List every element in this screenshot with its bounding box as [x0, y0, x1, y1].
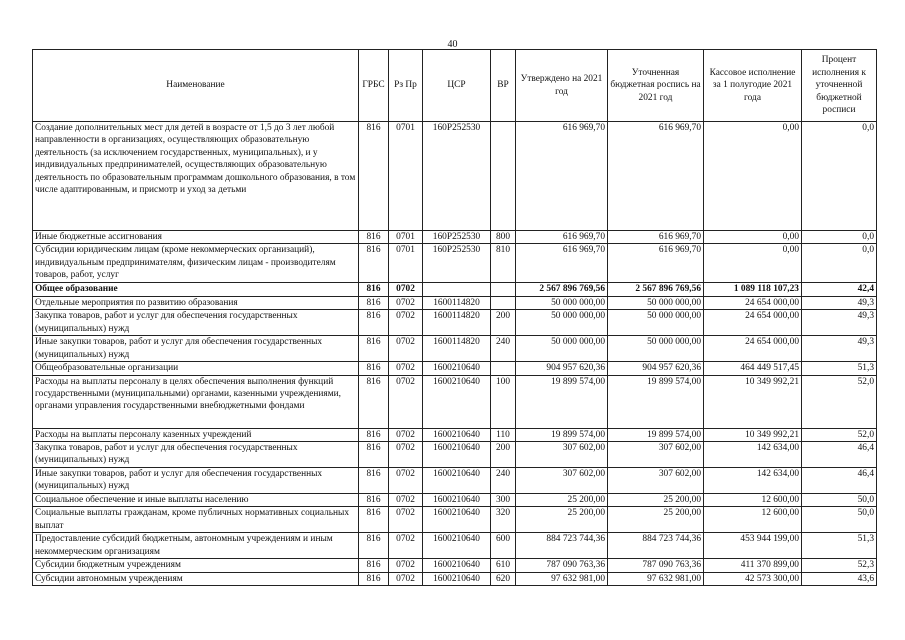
row-csr-cell: 1600210640: [423, 494, 491, 507]
row-rzpr-cell: 0702: [389, 283, 423, 296]
header-approved: Утверждено на 2021 год: [516, 50, 608, 122]
row-approved-cell: 50 000 000,00: [516, 336, 608, 362]
row-vr-cell: 610: [491, 559, 516, 572]
row-refined-cell: 25 200,00: [608, 494, 704, 507]
row-name-cell: Иные закупки товаров, работ и услуг для обеспечения государственных (муниципальных) нужд: [33, 336, 359, 362]
row-cash-cell: 12 600,00: [704, 507, 802, 533]
row-refined-cell: 50 000 000,00: [608, 336, 704, 362]
table-row: [33, 375, 877, 428]
row-cash-cell: 142 634,00: [704, 442, 802, 468]
row-csr-cell: 1600210640: [423, 468, 491, 494]
table-row: [33, 572, 877, 585]
row-rzpr-cell: 0702: [389, 362, 423, 375]
row-approved-cell: 307 602,00: [516, 468, 608, 494]
row-approved-cell: 97 632 981,00: [516, 572, 608, 585]
row-rzpr-cell: 0702: [389, 428, 423, 441]
row-rzpr-cell: 0702: [389, 494, 423, 507]
row-vr-cell: [491, 362, 516, 375]
row-rzpr-cell: 0702: [389, 533, 423, 559]
row-rzpr-cell: 0702: [389, 336, 423, 362]
row-grbs-cell: 816: [359, 283, 389, 296]
row-grbs-cell: 816: [359, 442, 389, 468]
row-approved-cell: 307 602,00: [516, 442, 608, 468]
row-rzpr-cell: 0701: [389, 244, 423, 283]
row-name-cell: Отдельные мероприятия по развитию образования: [33, 296, 359, 309]
row-rzpr-cell: 0702: [389, 507, 423, 533]
row-name-cell: Расходы на выплаты персоналу в целях обеспечения выполнения функций государственными (муниципальными) органами, казенными учреждениями, органами управления государственными внебюджетными фондами: [33, 375, 359, 428]
row-grbs-cell: 816: [359, 533, 389, 559]
row-rzpr-cell: 0702: [389, 442, 423, 468]
row-rzpr-cell: 0702: [389, 375, 423, 428]
row-cash-cell: 24 654 000,00: [704, 296, 802, 309]
row-approved-cell: 50 000 000,00: [516, 310, 608, 336]
row-cash-cell: 411 370 899,00: [704, 559, 802, 572]
header-csr: ЦСР: [423, 50, 491, 122]
table-header-row: [33, 50, 877, 122]
row-csr-cell: 160P252530: [423, 244, 491, 283]
row-refined-cell: 904 957 620,36: [608, 362, 704, 375]
row-csr-cell: 1600114820: [423, 310, 491, 336]
page-number: 40: [447, 39, 458, 50]
row-vr-cell: [491, 122, 516, 231]
table-row: [33, 362, 877, 375]
row-vr-cell: 300: [491, 494, 516, 507]
row-approved-cell: 19 899 574,00: [516, 375, 608, 428]
table-row: [33, 283, 877, 296]
row-cash-cell: 1 089 118 107,23: [704, 283, 802, 296]
row-percent-cell: 0,0: [802, 122, 877, 231]
row-percent-cell: 0,0: [802, 244, 877, 283]
table-body: [33, 122, 877, 586]
row-name-cell: Иные бюджетные ассигнования: [33, 231, 359, 244]
row-csr-cell: 160P252530: [423, 122, 491, 231]
row-name-cell: Закупка товаров, работ и услуг для обеспечения государственных (муниципальных) нужд: [33, 442, 359, 468]
row-grbs-cell: 816: [359, 494, 389, 507]
table-row: [33, 428, 877, 441]
row-vr-cell: 200: [491, 442, 516, 468]
row-cash-cell: 42 573 300,00: [704, 572, 802, 585]
row-refined-cell: 616 969,70: [608, 244, 704, 283]
row-csr-cell: 1600210640: [423, 375, 491, 428]
row-vr-cell: 800: [491, 231, 516, 244]
row-grbs-cell: 816: [359, 507, 389, 533]
row-csr-cell: 1600210640: [423, 442, 491, 468]
row-grbs-cell: 816: [359, 336, 389, 362]
table-row: [33, 507, 877, 533]
row-vr-cell: [491, 283, 516, 296]
row-grbs-cell: 816: [359, 244, 389, 283]
row-csr-cell: 1600210640: [423, 428, 491, 441]
row-vr-cell: 600: [491, 533, 516, 559]
row-name-cell: Создание дополнительных мест для детей в возрасте от 1,5 до 3 лет любой направленности в организациях, осуществляющих образовательную деятельность (за исключением государственных, муниципальных), и у индивидуальных предпринимателей, осуществляющих образовательную деятельность по образовательным программам дошкольного образования, в том числе адаптированным, и присмотр и уход за детьми: [33, 122, 359, 231]
row-approved-cell: 25 200,00: [516, 494, 608, 507]
row-vr-cell: [491, 296, 516, 309]
row-refined-cell: 307 602,00: [608, 468, 704, 494]
row-vr-cell: 200: [491, 310, 516, 336]
table-row: [33, 296, 877, 309]
row-csr-cell: 1600114820: [423, 336, 491, 362]
row-cash-cell: 464 449 517,45: [704, 362, 802, 375]
row-rzpr-cell: 0701: [389, 231, 423, 244]
row-name-cell: Предоставление субсидий бюджетным, автономным учреждениям и иным некоммерческим организациям: [33, 533, 359, 559]
row-rzpr-cell: 0702: [389, 468, 423, 494]
row-refined-cell: 616 969,70: [608, 122, 704, 231]
row-csr-cell: 1600210640: [423, 362, 491, 375]
table-row: [33, 336, 877, 362]
row-grbs-cell: 816: [359, 559, 389, 572]
table-row: [33, 122, 877, 231]
row-percent-cell: 42,4: [802, 283, 877, 296]
row-cash-cell: 0,00: [704, 122, 802, 231]
row-cash-cell: 24 654 000,00: [704, 310, 802, 336]
row-percent-cell: 51,3: [802, 362, 877, 375]
row-refined-cell: 25 200,00: [608, 507, 704, 533]
row-approved-cell: 884 723 744,36: [516, 533, 608, 559]
table-row: [33, 244, 877, 283]
row-name-cell: Субсидии бюджетным учреждениям: [33, 559, 359, 572]
row-csr-cell: [423, 283, 491, 296]
row-grbs-cell: 816: [359, 362, 389, 375]
row-refined-cell: 787 090 763,36: [608, 559, 704, 572]
row-refined-cell: 19 899 574,00: [608, 375, 704, 428]
row-vr-cell: 110: [491, 428, 516, 441]
row-csr-cell: 1600114820: [423, 296, 491, 309]
row-cash-cell: 453 944 199,00: [704, 533, 802, 559]
header-rzpr: Рз Пр: [389, 50, 423, 122]
row-csr-cell: 160P252530: [423, 231, 491, 244]
table-row: [33, 231, 877, 244]
row-percent-cell: 50,0: [802, 494, 877, 507]
row-name-cell: Общее образование: [33, 283, 359, 296]
row-percent-cell: 0,0: [802, 231, 877, 244]
table-row: [33, 310, 877, 336]
row-csr-cell: 1600210640: [423, 559, 491, 572]
row-grbs-cell: 816: [359, 310, 389, 336]
row-rzpr-cell: 0702: [389, 572, 423, 585]
row-approved-cell: 616 969,70: [516, 122, 608, 231]
row-csr-cell: 1600210640: [423, 572, 491, 585]
row-percent-cell: 50,0: [802, 507, 877, 533]
row-percent-cell: 52,3: [802, 559, 877, 572]
row-refined-cell: 616 969,70: [608, 231, 704, 244]
row-name-cell: Социальное обеспечение и иные выплаты населению: [33, 494, 359, 507]
row-grbs-cell: 816: [359, 468, 389, 494]
row-name-cell: Расходы на выплаты персоналу казенных учреждений: [33, 428, 359, 441]
row-grbs-cell: 816: [359, 296, 389, 309]
row-grbs-cell: 816: [359, 428, 389, 441]
row-cash-cell: 24 654 000,00: [704, 336, 802, 362]
row-refined-cell: 50 000 000,00: [608, 310, 704, 336]
row-approved-cell: 19 899 574,00: [516, 428, 608, 441]
row-refined-cell: 884 723 744,36: [608, 533, 704, 559]
table-row: [33, 442, 877, 468]
table-row: [33, 494, 877, 507]
header-vr: ВР: [491, 50, 516, 122]
row-grbs-cell: 816: [359, 231, 389, 244]
row-cash-cell: 10 349 992,21: [704, 375, 802, 428]
row-grbs-cell: 816: [359, 122, 389, 231]
row-approved-cell: 616 969,70: [516, 244, 608, 283]
row-percent-cell: 46,4: [802, 468, 877, 494]
row-vr-cell: 100: [491, 375, 516, 428]
row-rzpr-cell: 0701: [389, 122, 423, 231]
row-refined-cell: 2 567 896 769,56: [608, 283, 704, 296]
row-rzpr-cell: 0702: [389, 310, 423, 336]
row-name-cell: Общеобразовательные организации: [33, 362, 359, 375]
row-csr-cell: 1600210640: [423, 507, 491, 533]
row-name-cell: Субсидии юридическим лицам (кроме некоммерческих организаций), индивидуальным предпринимателям, физическим лицам - производителям товаров, работ, услуг: [33, 244, 359, 283]
row-cash-cell: 0,00: [704, 244, 802, 283]
row-percent-cell: 43,6: [802, 572, 877, 585]
row-name-cell: Закупка товаров, работ и услуг для обеспечения государственных (муниципальных) нужд: [33, 310, 359, 336]
row-cash-cell: 142 634,00: [704, 468, 802, 494]
row-name-cell: Иные закупки товаров, работ и услуг для обеспечения государственных (муниципальных) нужд: [33, 468, 359, 494]
row-rzpr-cell: 0702: [389, 559, 423, 572]
row-approved-cell: 616 969,70: [516, 231, 608, 244]
row-rzpr-cell: 0702: [389, 296, 423, 309]
row-approved-cell: 2 567 896 769,56: [516, 283, 608, 296]
budget-execution-table: [32, 49, 877, 586]
row-percent-cell: 49,3: [802, 336, 877, 362]
row-vr-cell: 320: [491, 507, 516, 533]
header-refined: Уточненная бюджетная роспись на 2021 год: [608, 50, 704, 122]
row-approved-cell: 787 090 763,36: [516, 559, 608, 572]
row-cash-cell: 10 349 992,21: [704, 428, 802, 441]
row-csr-cell: 1600210640: [423, 533, 491, 559]
row-vr-cell: 240: [491, 336, 516, 362]
row-percent-cell: 51,3: [802, 533, 877, 559]
header-name: Наименование: [33, 50, 359, 122]
row-grbs-cell: 816: [359, 375, 389, 428]
header-percent: Процент исполнения к уточненной бюджетной росписи: [802, 50, 877, 122]
header-grbs: ГРБС: [359, 50, 389, 122]
row-vr-cell: 810: [491, 244, 516, 283]
row-vr-cell: 240: [491, 468, 516, 494]
row-approved-cell: 50 000 000,00: [516, 296, 608, 309]
header-cash: Кассовое исполнение за 1 полугодие 2021 года: [704, 50, 802, 122]
row-cash-cell: 12 600,00: [704, 494, 802, 507]
row-refined-cell: 19 899 574,00: [608, 428, 704, 441]
table-row: [33, 559, 877, 572]
row-percent-cell: 52,0: [802, 375, 877, 428]
row-approved-cell: 904 957 620,36: [516, 362, 608, 375]
row-cash-cell: 0,00: [704, 231, 802, 244]
row-percent-cell: 49,3: [802, 296, 877, 309]
row-name-cell: Социальные выплаты гражданам, кроме публичных нормативных социальных выплат: [33, 507, 359, 533]
row-refined-cell: 97 632 981,00: [608, 572, 704, 585]
row-percent-cell: 49,3: [802, 310, 877, 336]
row-grbs-cell: 816: [359, 572, 389, 585]
table-row: [33, 533, 877, 559]
row-refined-cell: 307 602,00: [608, 442, 704, 468]
row-approved-cell: 25 200,00: [516, 507, 608, 533]
row-percent-cell: 46,4: [802, 442, 877, 468]
row-vr-cell: 620: [491, 572, 516, 585]
row-refined-cell: 50 000 000,00: [608, 296, 704, 309]
row-percent-cell: 52,0: [802, 428, 877, 441]
table-row: [33, 468, 877, 494]
row-name-cell: Субсидии автономным учреждениям: [33, 572, 359, 585]
